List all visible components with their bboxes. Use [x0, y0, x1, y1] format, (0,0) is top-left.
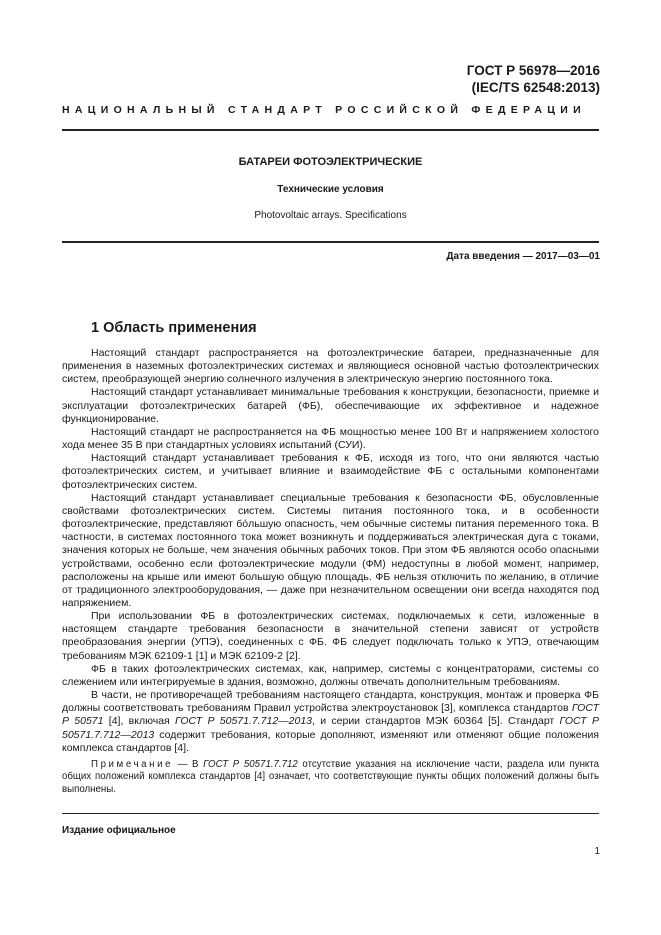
note [62, 759, 599, 796]
paragraph-8-text: [4], включая [103, 715, 176, 728]
paragraph-8-text: , и серии стандартов МЭК 60364 [5]. Стандарт [312, 715, 560, 728]
paragraph-7: ФБ в таких фотоэлектрических системах, как, например, системы с концентраторами, системы со слежением или интегрируемые в здания, возможно, должны отвечать дополнительным требованиям. [62, 662, 599, 688]
standard-reference: ГОСТ Р 50571 [62, 702, 599, 728]
standard-reference: ГОСТ Р 50571.7.712—2013 [62, 715, 599, 741]
paragraph-4: Настоящий стандарт устанавливает требования к ФБ, исходя из того, что они являются частью фотоэлектрических систем, и учитывает влияние и взаимодействие ФБ с остальными компонентами фотоэлектрических систем. [62, 452, 599, 491]
paragraph-8-text: содержит требования, которые дополняют, изменяют или отменяют общие положения комплекса стандартов [4]. [62, 728, 599, 754]
section-body [62, 347, 599, 796]
note-text: — В [173, 758, 204, 770]
title-divider [62, 241, 599, 243]
document-subtitle: Технические условия [277, 184, 384, 195]
standard-reference: ГОСТ Р 50571.7.712—2013 [175, 715, 313, 728]
document-title: БАТАРЕИ ФОТОЭЛЕКТРИЧЕСКИЕ [238, 156, 423, 168]
paragraph-5: Настоящий стандарт устанавливает специальные требования к безопасности ФБ, обусловленные свойствами фотоэлектрических систем. Системы питания постоянного тока, и в особенности фотоэлектрические, представляют бóльшую опасность, чем обычные системы питания переменного тока. В частности, в системах постоянного тока может возникнуть и поддерживаться электрическая дуга с токами, значения которых не больше, чем значения обычных рабочих токов. При этом ФБ являются особо опасными устройствами, особенно если фотоэлектрические модули (ФМ) недоступны в любой момент, например, расположены на крыше или имеют большую общую площадь. ФБ нельзя отключить по желанию, в отличие от традиционного электрооборудования, — даже при незначительном освещении они всегда находятся под напряжением. [62, 491, 599, 609]
iec-number: (IEC/TS 62548:2013) [471, 80, 600, 95]
header-divider [62, 129, 599, 131]
effective-date: Дата введения — 2017—03—01 [446, 251, 600, 262]
edition-label: Издание официальное [62, 825, 176, 836]
page-number: 1 [594, 846, 600, 857]
paragraph-8 [62, 689, 599, 755]
paragraph-3: Настоящий стандарт не распространяется на ФБ мощностью менее 100 Вт и напряжением холостого хода менее 35 В при стандартных условиях испытаний (СУИ). [62, 425, 599, 452]
national-standard-heading: НАЦИОНАЛЬНЫЙ СТАНДАРТ РОССИЙСКОЙ ФЕДЕРАЦИИ [62, 104, 586, 116]
footer-divider [62, 813, 599, 814]
paragraph-2: Настоящий стандарт устанавливает минимальные требования к конструкции, безопасности, приемке и эксплуатации фотоэлектрических батарей (ФБ), обеспечивающие их эффективное и надежное функционирование. [62, 386, 599, 425]
paragraph-6: При использовании ФБ в фотоэлектрических системах, подключаемых к сети, изложенные в настоящем стандарте требования безопасности в значительной степени зависят от устройств преобразования энергии (УПЭ), соединенных с ФБ. ФБ следует подключать только к УПЭ, отвечающим требованиям МЭК 62109-1 [1] и МЭК 62109-2 [2]. [62, 610, 599, 662]
note-text: отсутствие указания на исключение части, раздела или пункта общих положений комплекса стандартов [4] означает, что соответствующие пункты общих положений должны быть выполнены. [62, 758, 599, 795]
english-title: Photovoltaic arrays. Specifications [254, 210, 407, 221]
standard-number: ГОСТ Р 56978—2016 [466, 63, 600, 78]
section-heading: 1 Область применения [91, 320, 257, 336]
paragraph-1: Настоящий стандарт распространяется на фотоэлектрические батареи, предназначенные для применения в наземных фотоэлектрических системах и являющиеся основной частью фотоэлектрических систем, преобразующей энергию солнечного излучения в электрическую энергию постоянного тока. [62, 347, 599, 386]
paragraph-8-text: В части, не противоречащей требованиям настоящего стандарта, конструкция, монтаж и проверка ФБ должны соответствовать требованиям Правил устройства электроустановок [3], комплекса стандартов [62, 689, 599, 715]
note-label: Примечание [91, 758, 174, 770]
standard-reference: ГОСТ Р 50571.7.712 [203, 758, 298, 770]
